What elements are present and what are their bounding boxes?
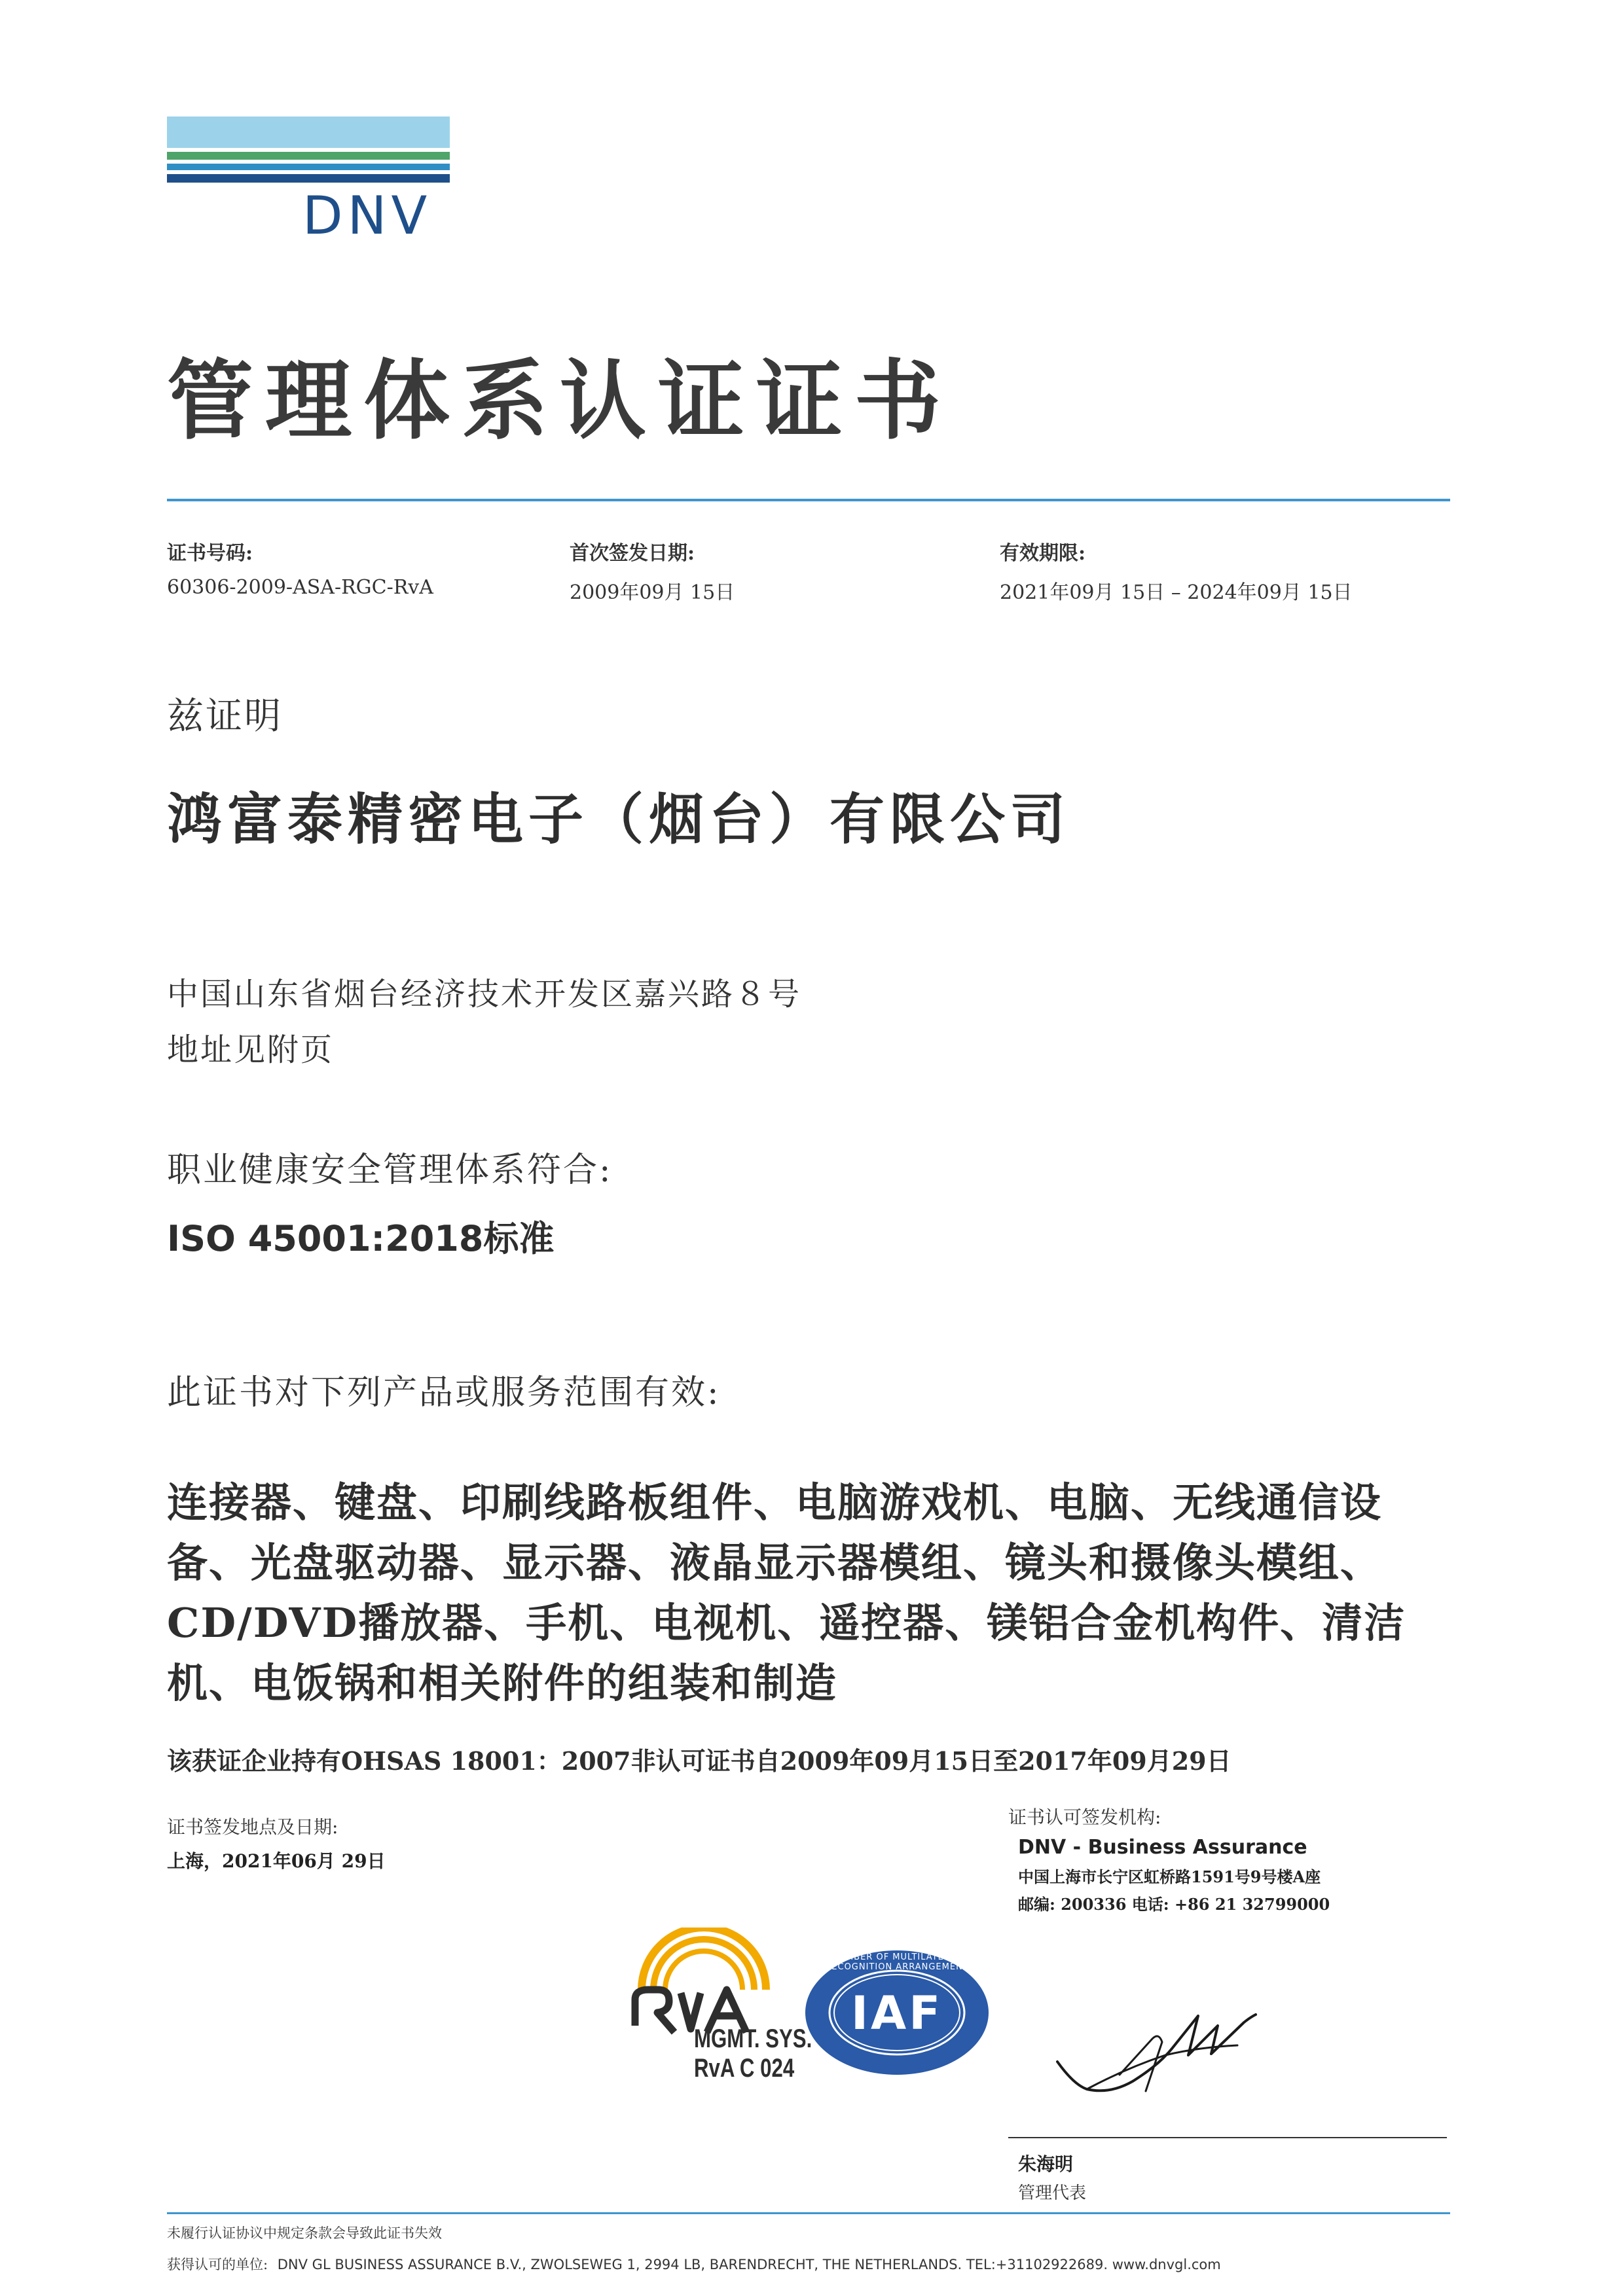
issuer-address: 中国上海市长宁区虹桥路1591号9号楼A座: [1018, 1867, 1321, 1886]
certificate-title: 管理体系认证证书: [167, 350, 953, 452]
first-issue-date: 2009年09月 15日: [570, 581, 735, 604]
ohsas-note: 该获证企业持有OHSAS 18001：2007非认可证书自2009年09月15日至2017年09月29日: [167, 1746, 1231, 1776]
footer-accreditation-label: 获得认可的单位:: [167, 2257, 268, 2272]
validity-period: 2021年09月 15日 – 2024年09月 15日: [1000, 581, 1353, 604]
logo-stripe-green: [167, 152, 450, 160]
rva-accreditation-mark: [629, 1928, 812, 2085]
first-issue-label: 首次签发日期:: [570, 542, 695, 565]
scope-text: 连接器、键盘、印刷线路板组件、电脑游戏机、电脑、无线通信设备、光盘驱动器、显示器、液晶显示器模组、镜头和摄像头模组、CD/DVD播放器、手机、电视机、遥控器、镁铝合金机构件、清洁机、电饭锅和相关附件的组装和制造: [167, 1479, 1406, 1707]
address-line-1: 中国山东省烟台经济技术开发区嘉兴路８号: [167, 976, 802, 1013]
validity-label: 有效期限:: [1000, 542, 1086, 565]
cert-number: 60306-2009-ASA-RGC-RvA: [167, 576, 433, 599]
footer-accreditation: [167, 2254, 1221, 2274]
logo-stripe-blue: [167, 164, 450, 170]
top-divider: [167, 499, 1450, 501]
system-statement: 职业健康安全管理体系符合:: [167, 1151, 613, 1190]
rva-label-2: RvA C 024: [694, 2054, 795, 2083]
iaf-accreditation-mark: [802, 1947, 992, 2078]
logo-stripe-navy: [167, 174, 450, 183]
rva-logo-icon: [629, 1928, 799, 2039]
rva-label-1: MGMT. SYS.: [694, 2024, 812, 2053]
issuer-name: DNV - Business Assurance: [1018, 1836, 1307, 1859]
company-name: 鸿富泰精密电子（烟台）有限公司: [167, 787, 1071, 852]
standard-name: ISO 45001:2018标准: [167, 1218, 555, 1259]
iaf-text: IAF: [850, 1986, 943, 2040]
bottom-divider: [167, 2212, 1450, 2214]
scope-statement: 此证书对下列产品或服务范围有效:: [167, 1373, 721, 1412]
issuer-contact: 邮编: 200336 电话: +86 21 32799000: [1018, 1895, 1330, 1914]
issue-place-date: 上海，2021年06月 29日: [167, 1850, 386, 1872]
iaf-ring-text: MEMBER OF MULTILATERAL RECOGNITION ARRANGEMENT: [825, 1952, 969, 1972]
signatory-title: 管理代表: [1018, 2183, 1087, 2203]
signature-line: [1008, 2137, 1447, 2138]
issuer-label: 证书认可签发机构:: [1008, 1806, 1161, 1828]
footer-warning: 未履行认证协议中规定条款会导致此证书失效: [167, 2225, 442, 2241]
logo-text: DNV: [302, 185, 432, 246]
footer-accreditation-text: DNV GL BUSINESS ASSURANCE B.V., ZWOLSEWEG 1, 2994 LB, BARENDRECHT, THE NETHERLANDS. TEL:+31102922689. www.dnvgl.com: [277, 2257, 1221, 2272]
issue-place-date-label: 证书签发地点及日期:: [167, 1816, 338, 1838]
signatory-name: 朱海明: [1018, 2153, 1074, 2175]
address-line-2: 地址见附页: [167, 1031, 335, 1068]
logo-stripe-light: [167, 117, 450, 148]
certify-intro: 兹证明: [167, 695, 283, 738]
signature-image: [1048, 1977, 1257, 2108]
cert-number-label: 证书号码:: [167, 542, 253, 565]
